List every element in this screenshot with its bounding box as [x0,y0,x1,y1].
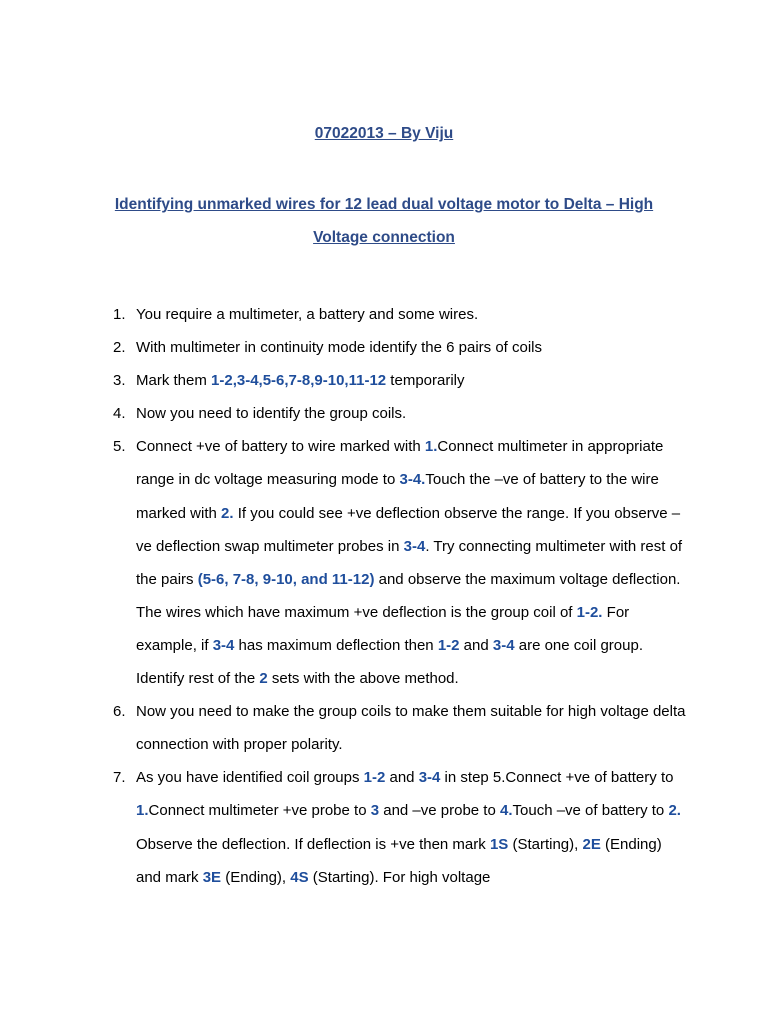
step-text: As you have identified coil groups [136,769,364,787]
wire-label: 3-4 [403,537,426,555]
step-text: Now you need to make the group coils to make them suitable for high voltage delta connection with proper polarity. [136,703,686,754]
wire-label: 2E [582,835,601,853]
step-text: and –ve probe to [379,802,500,820]
step-item [0,397,768,430]
step-text: Now you need to identify the group coils. [136,405,407,423]
step-text: Connect multimeter +ve probe to [148,802,371,820]
step-text: (Ending), [221,868,291,886]
step-text: For example, if [136,603,630,654]
step-text: Observe the deflection. If deflection is +ve then mark [136,835,490,853]
wire-label: 2 [259,670,268,688]
wire-label: 1-2,3-4,5-6,7-8,9-10,11-12 [211,372,387,390]
wire-label: 1. [136,802,149,820]
date-author-heading: 07022013 – By Viju [314,125,454,142]
step-item [0,430,768,695]
step-text: (Starting). For high voltage [308,868,491,886]
step-text: Connect +ve of battery to wire marked with [136,438,425,456]
step-text: and [459,636,493,654]
step-text: . Try connecting multimeter with rest of the pairs [136,537,683,588]
step-number: 3. [113,372,126,390]
step-item [0,695,768,761]
wire-label: 4S [290,868,309,886]
wire-label: 2. [221,504,234,522]
step-text: in step 5.Connect +ve of battery to [440,769,674,787]
step-text: You require a multimeter, a battery and some wires. [136,306,479,323]
step-text: has maximum deflection then [234,636,438,654]
steps-list [0,298,768,894]
step-item [0,298,768,331]
wire-label: 3 [370,802,380,820]
wire-label: 1-2 [363,769,386,787]
step-text: temporarily [386,372,465,390]
step-item [0,364,768,397]
step-number: 5. [113,438,126,456]
step-number: 4. [113,405,126,423]
step-text: Touch the –ve of battery to the wire marked with [136,471,659,522]
step-text: sets with the above method. [267,670,459,688]
step-number: 1. [113,306,126,323]
wire-label: 3-4 [492,636,515,654]
step-number: 6. [113,703,126,721]
wire-label: 3-4 [212,636,235,654]
document-title: Identifying unmarked wires for 12 lead dual voltage motor to Delta – High Voltage connection [114,196,654,246]
step-text: If you could see +ve deflection observe the range. If you observe –ve deflection swap multimeter probes in [136,504,681,555]
wire-label: 1S [489,835,509,853]
step-text: and observe the maximum voltage deflection. The wires which have maximum +ve deflection is the group coil of [136,570,681,621]
step-item [0,331,768,364]
step-text: Mark them [136,372,212,390]
step-number: 2. [113,339,126,357]
step-item [0,761,768,893]
step-text: (Starting), [508,835,583,853]
wire-label: 1-2 [437,636,460,654]
wire-label: 1. [424,438,438,456]
step-text: With multimeter in continuity mode identify the 6 pairs of coils [136,339,543,357]
wire-label: 3E [202,868,222,886]
wire-label: (5-6, 7-8, 9-10, and 11-12) [197,570,375,588]
wire-label: 2. [668,802,681,820]
step-text: Connect multimeter in appropriate range in dc voltage measuring mode to [136,438,664,489]
step-text: are one coil group. Identify rest of the [136,636,643,688]
wire-label: 3-4 [418,769,441,787]
step-text: (Ending) and mark [136,835,662,886]
step-text: Touch –ve of battery to [512,802,669,820]
wire-label: 3-4. [399,471,426,489]
wire-label: 4. [500,802,513,820]
step-number: 7. [113,769,126,787]
wire-label: 1-2. [576,603,603,621]
step-text: and [385,769,419,787]
